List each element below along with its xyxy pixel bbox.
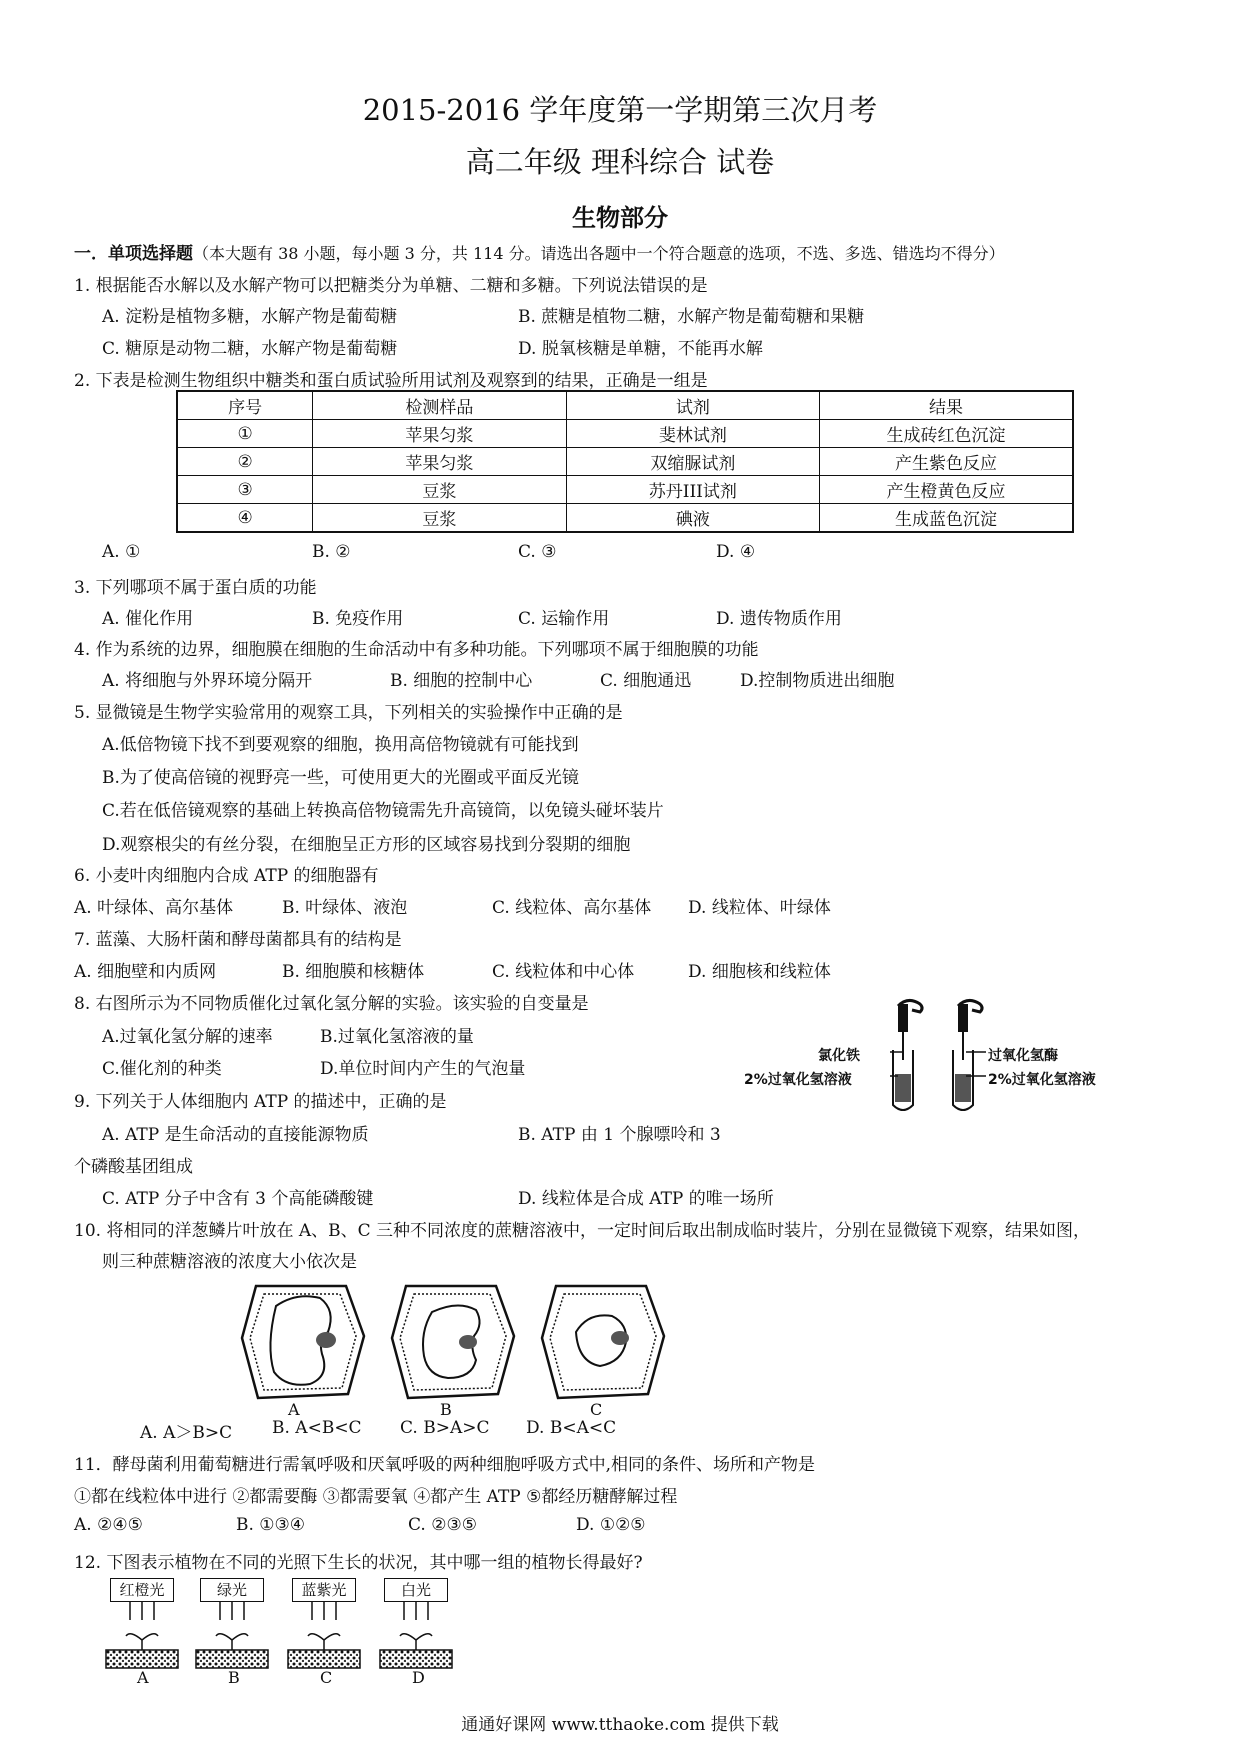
left-test-tube — [893, 1000, 922, 1110]
light-box-green: 绿光 — [200, 1578, 264, 1602]
onion-cells-figure — [236, 1276, 736, 1416]
table-cell: 苹果匀浆 — [313, 448, 566, 476]
q1-option-a: A. 淀粉是植物多糖，水解产物是葡萄糖 — [102, 307, 398, 327]
cell-b — [392, 1286, 514, 1398]
q11-items: ①都在线粒体中进行 ②都需要酶 ③都需要氧 ④都产生 ATP ⑤都经历糖酵解过程 — [74, 1487, 678, 1507]
detection-table — [176, 390, 1074, 533]
pot-label-c: C — [320, 1668, 333, 1687]
pot-label-a: A — [137, 1668, 149, 1687]
table-header-cell: 试剂 — [566, 391, 819, 420]
table-cell: ① — [177, 420, 313, 448]
table-header-cell: 检测样品 — [313, 391, 566, 420]
q3-stem: 3. 下列哪项不属于蛋白质的功能 — [74, 578, 317, 598]
q4-option-d: D.控制物质进出细胞 — [740, 671, 895, 691]
q2-option-c: C. ③ — [518, 542, 557, 562]
q9-option-d: D. 线粒体是合成 ATP 的唯一场所 — [518, 1189, 774, 1209]
q11-option-a: A. ②④⑤ — [74, 1515, 143, 1535]
q9-option-a: A. ATP 是生命活动的直接能源物质 — [102, 1125, 369, 1145]
q5-option-a: A.低倍物镜下找不到要观察的细胞，换用高倍物镜就有可能找到 — [102, 735, 579, 755]
q1-option-d: D. 脱氧核糖是单糖，不能再水解 — [518, 339, 763, 359]
q7-option-d: D. 细胞核和线粒体 — [688, 962, 831, 982]
q7-option-b: B. 细胞膜和核糖体 — [282, 962, 425, 982]
q11-option-b: B. ①③④ — [236, 1515, 306, 1535]
light-box-white: 白光 — [384, 1578, 448, 1602]
label-h2o2-left: 2%过氧化氢溶液 — [744, 1072, 852, 1088]
q2-option-b: B. ② — [312, 542, 351, 562]
label-ferric-chloride: 氯化铁 — [818, 1048, 860, 1064]
table-cell: 豆浆 — [313, 476, 566, 504]
q8-option-c: C.催化剂的种类 — [102, 1059, 222, 1079]
pot-label-b: B — [228, 1668, 240, 1687]
pot-a — [106, 1602, 178, 1668]
q3-option-d: D. 遗传物质作用 — [716, 609, 842, 629]
table-cell: 产生紫色反应 — [820, 448, 1073, 476]
q11-stem: 11．酵母菌利用葡萄糖进行需氧呼吸和厌氧呼吸的两种细胞呼吸方式中,相同的条件、场所和产物是 — [74, 1455, 816, 1475]
table-cell: 苏丹III试剂 — [566, 476, 819, 504]
q9-stem: 9. 下列关于人体细胞内 ATP 的描述中，正确的是 — [74, 1092, 447, 1112]
pot-b — [196, 1602, 268, 1668]
q4-option-b: B. 细胞的控制中心 — [390, 671, 533, 691]
q2-option-d: D. ④ — [716, 542, 756, 562]
label-catalase: 过氧化氢酶 — [988, 1048, 1058, 1064]
table-cell: 斐林试剂 — [566, 420, 819, 448]
light-box-red-orange: 红橙光 — [110, 1578, 174, 1602]
exam-title: 2015-2016 学年度第一学期第三次月考 — [362, 93, 878, 127]
q4-option-a: A. 将细胞与外界环境分隔开 — [102, 671, 313, 691]
table-cell: 生成砖红色沉淀 — [820, 420, 1073, 448]
q11-option-d: D. ①②⑤ — [576, 1515, 646, 1535]
q8-option-d: D.单位时间内产生的气泡量 — [320, 1059, 526, 1079]
table-cell: 豆浆 — [313, 504, 566, 533]
light-box-blue-violet: 蓝紫光 — [292, 1578, 356, 1602]
q9-option-b-cont: 个磷酸基团组成 — [74, 1157, 193, 1177]
q9-option-c: C. ATP 分子中含有 3 个高能磷酸键 — [102, 1189, 374, 1209]
label-h2o2-right: 2%过氧化氢溶液 — [988, 1072, 1096, 1088]
q10-stem-cont: 则三种蔗糖溶液的浓度大小依次是 — [102, 1252, 357, 1272]
page-footer: 通通好课网 www.tthaoke.com 提供下载 — [461, 1715, 779, 1735]
test-tube-figure — [730, 990, 1150, 1120]
q10-option-b: B. A<B<C — [272, 1418, 362, 1438]
q6-stem: 6. 小麦叶肉细胞内合成 ATP 的细胞器有 — [74, 866, 379, 886]
q7-option-a: A. 细胞壁和内质网 — [74, 962, 217, 982]
q3-option-a: A. 催化作用 — [102, 609, 194, 629]
pot-c — [288, 1602, 360, 1668]
q5-option-b: B.为了使高倍镜的视野亮一些，可使用更大的光圈或平面反光镜 — [102, 768, 579, 788]
part-heading — [74, 239, 1005, 264]
q8-option-b: B.过氧化氢溶液的量 — [320, 1027, 474, 1047]
exam-subtitle: 高二年级 理科综合 试卷 — [465, 145, 775, 179]
cell-label-c: C — [590, 1400, 603, 1419]
q10-option-a: A. A＞B>C — [140, 1423, 233, 1443]
q2-option-a: A. ① — [102, 542, 141, 562]
q11-option-c: C. ②③⑤ — [408, 1515, 477, 1535]
table-cell: ④ — [177, 504, 313, 533]
q3-option-b: B. 免疫作用 — [312, 609, 404, 629]
q4-option-c: C. 细胞通迅 — [600, 671, 692, 691]
q10-stem: 10. 将相同的洋葱鳞片叶放在 A、B、C 三种不同浓度的蔗糖溶液中，一定时间后取出制成临时装片，分别在显微镜下观察，结果如图， — [74, 1221, 1091, 1241]
table-row — [177, 448, 1073, 476]
part-heading-label: 一．单项选择题 — [74, 244, 193, 264]
section-title: 生物部分 — [572, 204, 668, 232]
table-row — [177, 504, 1073, 533]
cell-label-a: A — [288, 1400, 300, 1419]
table-row — [177, 476, 1073, 504]
cell-a — [242, 1286, 364, 1398]
pot-d — [380, 1602, 452, 1668]
q7-stem: 7. 蓝藻、大肠杆菌和酵母菌都具有的结构是 — [74, 930, 402, 950]
q6-option-a: A. 叶绿体、高尔基体 — [74, 898, 234, 918]
q8-option-a: A.过氧化氢分解的速率 — [102, 1027, 273, 1047]
table-cell: 双缩脲试剂 — [566, 448, 819, 476]
table-cell: 碘液 — [566, 504, 819, 533]
table-cell: ③ — [177, 476, 313, 504]
part-instruction: （本大题有 38 小题，每小题 3 分，共 114 分。请选出各题中一个符合题意的选项，不选、多选、错选均不得分） — [193, 244, 1005, 263]
q3-option-c: C. 运输作用 — [518, 609, 610, 629]
q5-stem: 5. 显微镜是生物学实验常用的观察工具，下列相关的实验操作中正确的是 — [74, 703, 623, 723]
q8-stem: 8. 右图所示为不同物质催化过氧化氢分解的实验。该实验的自变量是 — [74, 994, 589, 1014]
q4-stem: 4. 作为系统的边界，细胞膜在细胞的生命活动中有多种功能。下列哪项不属于细胞膜的功能 — [74, 640, 759, 660]
pot-label-d: D — [412, 1668, 425, 1687]
table-cell: ② — [177, 448, 313, 476]
plant-pots-figure — [100, 1602, 470, 1672]
table-cell: 产生橙黄色反应 — [820, 476, 1073, 504]
q9-option-b: B. ATP 由 1 个腺嘌呤和 3 — [518, 1125, 721, 1145]
q12-stem: 12. 下图表示植物在不同的光照下生长的状况，其中哪一组的植物长得最好? — [74, 1553, 643, 1573]
q6-option-b: B. 叶绿体、液泡 — [282, 898, 408, 918]
table-header-cell: 序号 — [177, 391, 313, 420]
q1-stem: 1. 根据能否水解以及水解产物可以把糖类分为单糖、二糖和多糖。下列说法错误的是 — [74, 276, 708, 296]
cell-c — [542, 1286, 664, 1398]
table-cell: 生成蓝色沉淀 — [820, 504, 1073, 533]
q5-option-d: D.观察根尖的有丝分裂，在细胞呈正方形的区域容易找到分裂期的细胞 — [102, 835, 631, 855]
q7-option-c: C. 线粒体和中心体 — [492, 962, 635, 982]
q2-stem: 2. 下表是检测生物组织中糖类和蛋白质试验所用试剂及观察到的结果，正确是一组是 — [74, 371, 708, 391]
table-row — [177, 420, 1073, 448]
q1-option-c: C. 糖原是动物二糖，水解产物是葡萄糖 — [102, 339, 398, 359]
q10-option-c: C. B>A>C — [400, 1418, 490, 1438]
q6-option-c: C. 线粒体、高尔基体 — [492, 898, 652, 918]
right-test-tube — [953, 1000, 982, 1110]
cell-label-b: B — [440, 1400, 452, 1419]
q6-option-d: D. 线粒体、叶绿体 — [688, 898, 831, 918]
q10-option-d: D. B<A<C — [526, 1418, 617, 1438]
table-header-cell: 结果 — [820, 391, 1073, 420]
table-cell: 苹果匀浆 — [313, 420, 566, 448]
table-header-row — [177, 391, 1073, 420]
q1-option-b: B. 蔗糖是植物二糖，水解产物是葡萄糖和果糖 — [518, 307, 865, 327]
q5-option-c: C.若在低倍镜观察的基础上转换高倍物镜需先升高镜筒，以免镜头碰坏装片 — [102, 801, 664, 821]
